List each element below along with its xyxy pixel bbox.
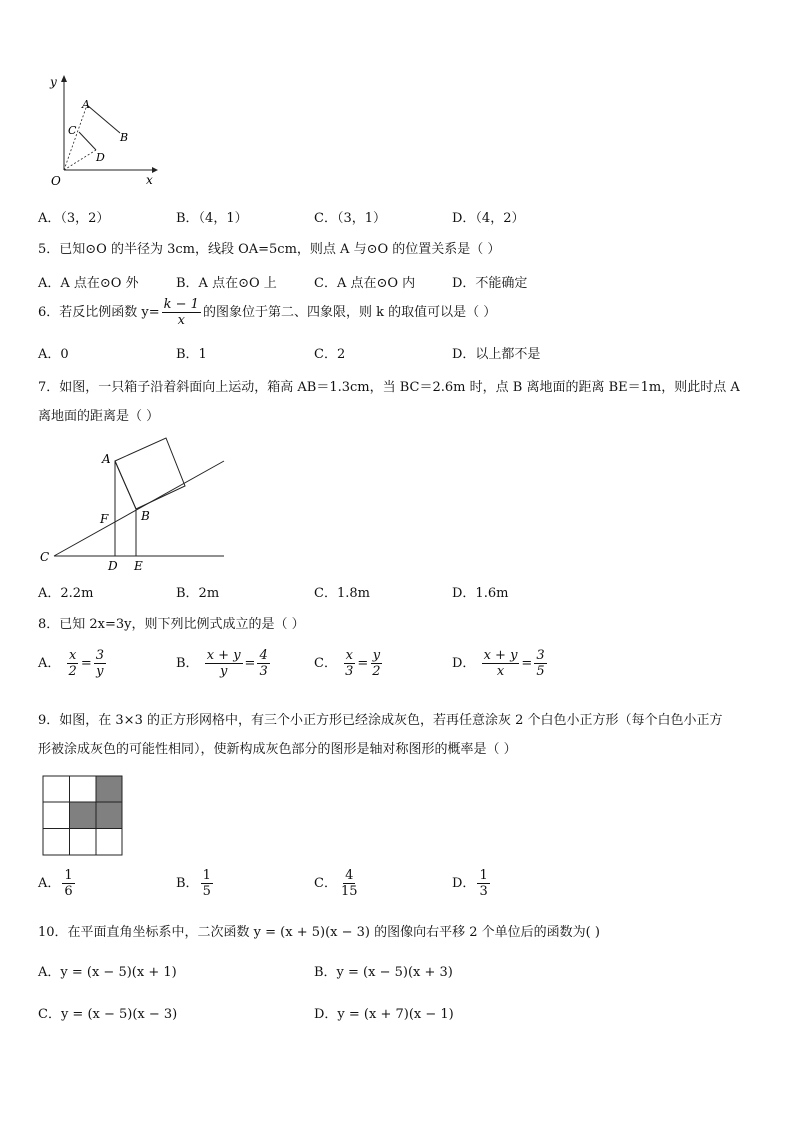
fig4-c-label: C — [68, 124, 77, 137]
q8-d-lden: x — [496, 664, 505, 679]
q9-b-den: 5 — [202, 884, 211, 899]
q9-option-d-label: D． — [452, 876, 476, 891]
q8-question: 8．已知 2x=3y，则下列比例式成立的是（ ） — [38, 617, 305, 632]
fig4-y-label: y — [50, 75, 57, 89]
q8-option-c[interactable]: C． $\frac{x}{3}$ = $\frac{y}{2}$ — [314, 648, 381, 679]
fig4-d-label: D — [96, 151, 105, 164]
q9-option-b[interactable] — [176, 868, 215, 899]
q8-d-rnum: 3 — [536, 648, 545, 663]
q8-option-a[interactable]: A． $\frac{x}{2}$ = $\frac{3}{y}$ — [38, 648, 104, 679]
q4-option-c[interactable]: C．（3，1） — [314, 211, 386, 226]
q8-option-a-label: A． — [38, 656, 61, 671]
q7-fig-a-label: A — [102, 452, 111, 466]
q4-option-d[interactable]: D．（4，2） — [452, 211, 525, 226]
fig4-o-label: O — [51, 174, 61, 188]
q6-fraction — [162, 297, 201, 328]
q9-option-d[interactable] — [452, 868, 492, 899]
q9-d-num: 1 — [479, 868, 488, 883]
q9-b-num: 1 — [202, 868, 211, 883]
q10-option-b[interactable]: B．y = (x − 5)(x + 3) — [314, 965, 453, 980]
q6-frac-num: k − 1 — [163, 297, 199, 312]
q7-option-c[interactable]: C．1.8m — [314, 586, 370, 601]
q9-d-den: 3 — [479, 884, 488, 899]
q8-c-lnum: x — [345, 648, 353, 663]
q8-b-lden: y — [219, 664, 228, 679]
q7-fig-b-label: B — [141, 509, 150, 523]
q4-option-b[interactable]: B．（4，1） — [176, 211, 248, 226]
q8-a-lden: 2 — [68, 664, 77, 679]
q4-figure — [40, 70, 170, 190]
q7-fig-e-label: E — [134, 559, 143, 573]
q7-figure — [36, 430, 236, 575]
q7-option-b[interactable]: B．2m — [176, 586, 220, 601]
q9-option-a-label: A． — [38, 876, 61, 891]
q7-question-line2: 离地面的距离是（ ） — [38, 409, 160, 424]
q6-option-c[interactable]: C．2 — [314, 347, 346, 362]
q10-option-c[interactable]: C．y = (x − 5)(x − 3) — [38, 1007, 178, 1022]
fig4-b-label: B — [120, 131, 129, 144]
q10-option-a[interactable]: A．y = (x − 5)(x + 1) — [38, 965, 177, 980]
q8-c-rnum: y — [372, 648, 381, 663]
q8-b-lnum: x + y — [206, 648, 241, 663]
q5-question: 5．已知⊙O 的半径为 3cm，线段 OA=5cm，则点 A 与⊙O 的位置关系是（ ） — [38, 242, 501, 257]
q8-option-c-label: C． — [314, 656, 337, 671]
q6-prefix: 6．若反比例函数 y= — [38, 305, 160, 320]
q7-option-a[interactable]: A．2.2m — [38, 586, 94, 601]
q9-grid-cell-shaded — [70, 802, 96, 828]
q7-question-line1: 7．如图，一只箱子沿着斜面向上运动，箱高 AB＝1.3cm，当 BC＝2.6m 时，点 B 离地面的距离 BE＝1m，则此时点 A — [38, 380, 740, 395]
q9-option-c[interactable] — [314, 868, 362, 899]
q6-option-b[interactable]: B．1 — [176, 347, 207, 362]
q6-option-d[interactable]: D．以上都不是 — [452, 347, 541, 362]
q8-d-rden: 5 — [536, 664, 545, 679]
q9-option-b-label: B． — [176, 876, 199, 891]
q7-option-d[interactable]: D．1.6m — [452, 586, 509, 601]
q7-fig-d-label: D — [108, 559, 118, 573]
fig4-a-label: A — [82, 98, 90, 111]
q9-c-den: 15 — [340, 884, 358, 899]
q8-option-b-label: B． — [176, 656, 199, 671]
q5-option-a[interactable]: A．A 点在⊙O 外 — [38, 276, 139, 291]
q5-option-d[interactable]: D．不能确定 — [452, 276, 528, 291]
q9-grid-cell-shaded — [96, 802, 122, 828]
q6-option-a[interactable]: A．0 — [38, 347, 69, 362]
q7-fig-c-label: C — [40, 550, 50, 564]
q6-suffix: 的图象位于第二、四象限，则 k 的取值可以是（ ） — [202, 305, 497, 320]
q8-a-rnum: 3 — [95, 648, 104, 663]
q8-option-d-label: D． — [452, 656, 476, 671]
q9-c-num: 4 — [345, 868, 354, 883]
q8-a-rden: y — [96, 664, 104, 679]
q10-question: 10．在平面直角坐标系中，二次函数 y = (x + 5)(x − 3) 的图像向右平移 2 个单位后的函数为( ) — [38, 925, 600, 940]
q9-a-den: 6 — [64, 884, 73, 899]
q9-option-a[interactable] — [38, 868, 77, 899]
q6-question — [38, 297, 496, 328]
q9-a-num: 1 — [64, 868, 73, 883]
q4-option-a[interactable]: A．（3，2） — [38, 211, 110, 226]
q8-option-d[interactable]: D． $\frac{x + y}{x}$ = $\frac{3}{5}$ — [452, 648, 545, 679]
q7-fig-f-label: F — [100, 512, 109, 526]
q5-option-c[interactable]: C．A 点在⊙O 内 — [314, 276, 416, 291]
q8-b-rden: 3 — [259, 664, 268, 679]
q9-grid-figure — [42, 775, 126, 859]
q9-question-line2: 形被涂成灰色的可能性相同），使新构成灰色部分的图形是轴对称图形的概率是（ ） — [38, 742, 517, 757]
q8-d-lnum: x + y — [483, 648, 518, 663]
q6-frac-den: x — [177, 313, 185, 328]
q9-grid-cell-shaded — [96, 776, 122, 802]
q8-b-rnum: 4 — [259, 648, 268, 663]
q5-option-b[interactable]: B．A 点在⊙O 上 — [176, 276, 277, 291]
q8-c-lden: 3 — [345, 664, 354, 679]
q9-option-c-label: C． — [314, 876, 337, 891]
q9-question-line1: 9．如图，在 3×3 的正方形网格中，有三个小正方形已经涂成灰色，若再任意涂灰 2 个白色小正方形（每个白色小正方 — [38, 713, 723, 728]
q8-option-b[interactable]: B． $\frac{x + y}{y}$ = $\frac{4}{3}$ — [176, 648, 268, 679]
q10-option-d[interactable]: D．y = (x + 7)(x − 1) — [314, 1007, 454, 1022]
fig4-x-label: x — [146, 173, 153, 187]
q8-a-lnum: x — [69, 648, 77, 663]
q8-c-rden: 2 — [372, 664, 381, 679]
